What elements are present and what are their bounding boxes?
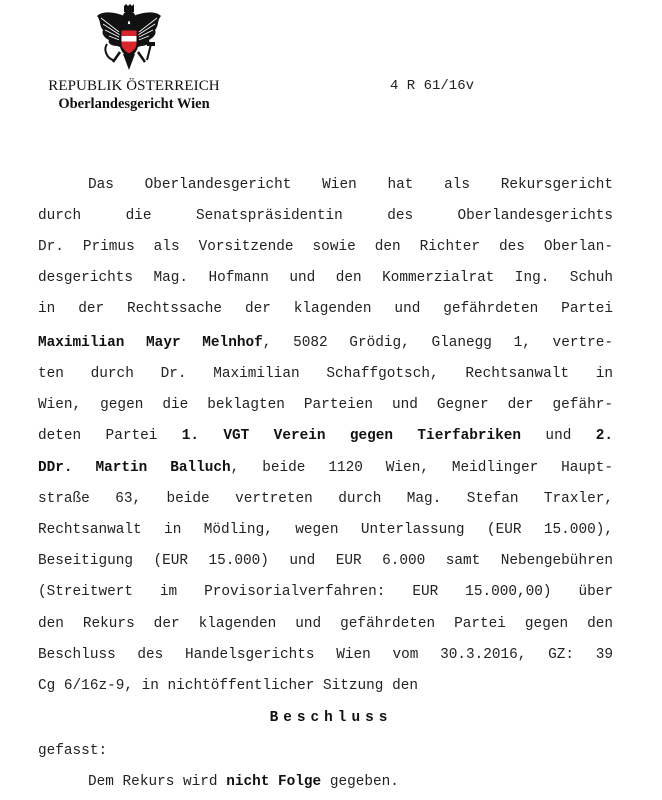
body-line: desgerichts Mag. Hofmann und den Kommerzialrat Ing. Schuh [38,270,613,286]
body-line: durch die Senatspräsidentin des Oberlandesgerichts [38,208,613,224]
body-line: straße 63, beide vertreten durch Mag. Stefan Traxler, [38,491,613,507]
body-line: Cg 6/16z-9, in nichtöffentlicher Sitzung den [38,678,418,694]
defendant-2-name: DDr. Martin Balluch [38,460,231,476]
body-line [38,333,613,353]
defendant-2-number: 2. [595,428,613,444]
body-text: , beide 1120 Wien, Meidlinger Haupt- [230,460,613,476]
body-text: , 5082 Grödig, Glanegg 1, vertre- [262,335,614,351]
body-line: (Streitwert im Provisorialverfahren: EUR 15.000,00) über [38,584,613,600]
decision-heading: Beschluss [269,710,393,726]
body-line: Rechtsanwalt in Mödling, wegen Unterlassung (EUR 15.000), [38,522,613,538]
body-line: Dr. Primus als Vorsitzende sowie den Richter des Oberlan- [38,239,613,255]
plaintiff-name: Maximilian Mayr Melnhof [38,335,263,351]
body-line: Das Oberlandesgericht Wien hat als Rekursgericht [88,177,613,193]
case-number: 4 R 61/16v [390,78,475,94]
body-line: den Rekurs der klagenden und gefährdeten Partei gegen den [38,616,613,632]
body-line: Beseitigung (EUR 15.000) und EUR 6.000 samt Nebengebühren [38,553,613,569]
body-text: gegeben. [321,774,399,790]
ruling-emphasis: nicht Folge [226,774,322,790]
court-name: Oberlandesgericht Wien [58,96,210,112]
body-line: Beschluss des Handelsgerichts Wien vom 30.3.2016, GZ: 39 [38,647,613,663]
body-line [38,426,613,446]
body-line [38,458,613,478]
body-text: deten Partei [38,428,182,444]
court-letterhead [34,77,234,113]
body-line: ten durch Dr. Maximilian Schaffgotsch, Rechtsanwalt in [38,366,613,382]
body-text: und [521,428,596,444]
republic-label: REPUBLIK ÖSTERREICH [48,78,220,94]
body-line: Wien, gegen die beklagten Parteien und Gegner der gefähr- [38,397,613,413]
body-text: Dem Rekurs wird [88,774,227,790]
body-line: in der Rechtssache der klagenden und gefährdeten Partei [38,301,613,317]
defendant-1-name: 1. VGT Verein gegen Tierfabriken [181,428,522,444]
ruling-line [88,772,662,792]
body-line: gefasst: [38,743,108,759]
austrian-eagle-emblem-icon [93,4,165,76]
